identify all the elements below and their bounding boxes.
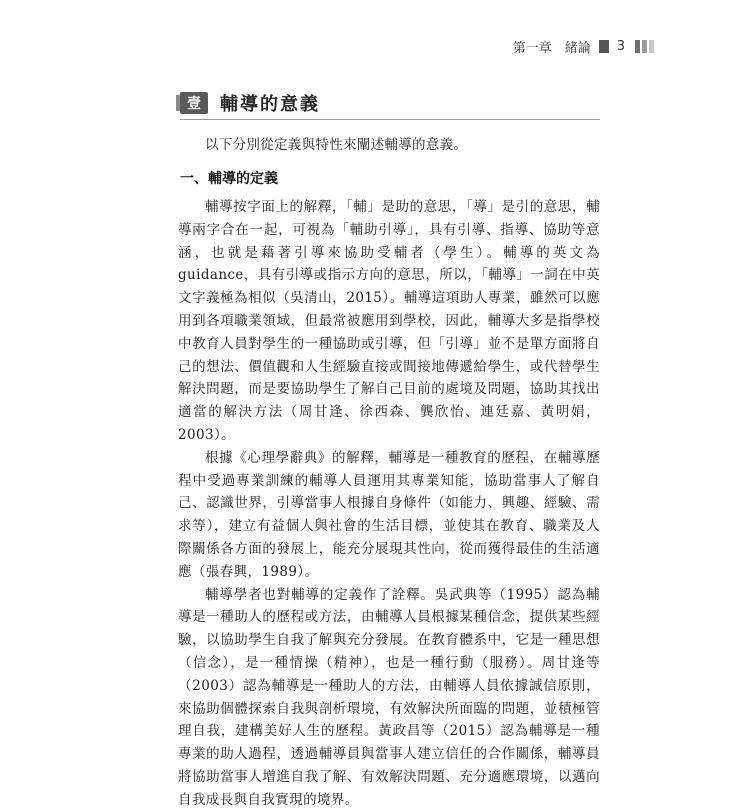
running-header — [513, 37, 654, 56]
section-title — [180, 90, 320, 116]
subsection-heading: 一、輔導的定義 — [180, 171, 278, 187]
body-text — [178, 196, 600, 812]
section-heading: 輔導的意義 — [220, 94, 320, 115]
chapter-title: 第一章 緒論 — [512, 41, 591, 56]
paragraph: 輔導學者也對輔導的定義作了詮釋。吳武典等（1995）認為輔導是一種助人的歷程或方法，由輔導人員根據某種信念，提供某些經驗，以協助學生自我了解與充分發展。在教育體系中，它是一種思想（信念），是一種情操（精神），也是一種行動（服務）。周甘逢等（2003）認為輔導是一種助人的方法，由輔導人員依據誠信原則，來協助個體探索自我與剖析環境，有效解決所面臨的問題，並積極管理自我，建構美好人生的歷程。黃政昌等（2015）認為輔導是一種專業的助人過程，透過輔導員與當事人建立信任的合作關係，輔導員將協助當事人增進自我了解、有效解決問題、充分適應環境，以邁向自我成長與自我實現的境界。 — [178, 586, 600, 808]
section-number-badge: 壹 — [180, 92, 208, 114]
header-gradient-bars — [635, 40, 654, 53]
page-number: 3 — [616, 39, 625, 54]
paragraph: 輔導按字面上的解釋，「輔」是助的意思，「導」是引的意思，輔導兩字合在一起，可視為「輔助引導」，具有引導、指導、協助等意涵，也就是藉著引導來協助受輔者（學生）。輔導的英文為guidance，具有引導或指示方向的意思，所以，「輔導」一詞在中英文字義極為相似（吳清山，2015）。輔導這項助人專業，雖然可以應用到各項職業領域，但最常被應用到學校，因此，輔導大多是指學校中教育人員對學生的一種協助或引導，但「引導」並不是單方面將自己的想法、價值觀和人生經驗直接或間接地傳遞給學生，或代替學生解決問題，而是要協助學生了解自己目前的處境及問題，協助其找出適當的解決方法（周甘逢、徐西森、龔欣怡、連廷嘉、黃明娟，2003）。 — [178, 199, 600, 443]
header-square-mark — [599, 40, 609, 53]
intro-text: 以下分別從定義與特性來闡述輔導的意義。 — [205, 137, 468, 153]
paragraph: 根據《心理學辭典》的解釋，輔導是一種教育的歷程，在輔導歷程中受過專業訓練的輔導人員運用其專業知能，協助當事人了解自己、認識世界，引導當事人根據自身條件（如能力、興趣、經驗、需求等），建立有益個人與社會的生活目標，並使其在教育、職業及人際關係各方面的發展上，能充分展現其性向，從而獲得最佳的生活適應（張春興，1989）。 — [178, 449, 600, 580]
section-divider — [180, 119, 600, 120]
